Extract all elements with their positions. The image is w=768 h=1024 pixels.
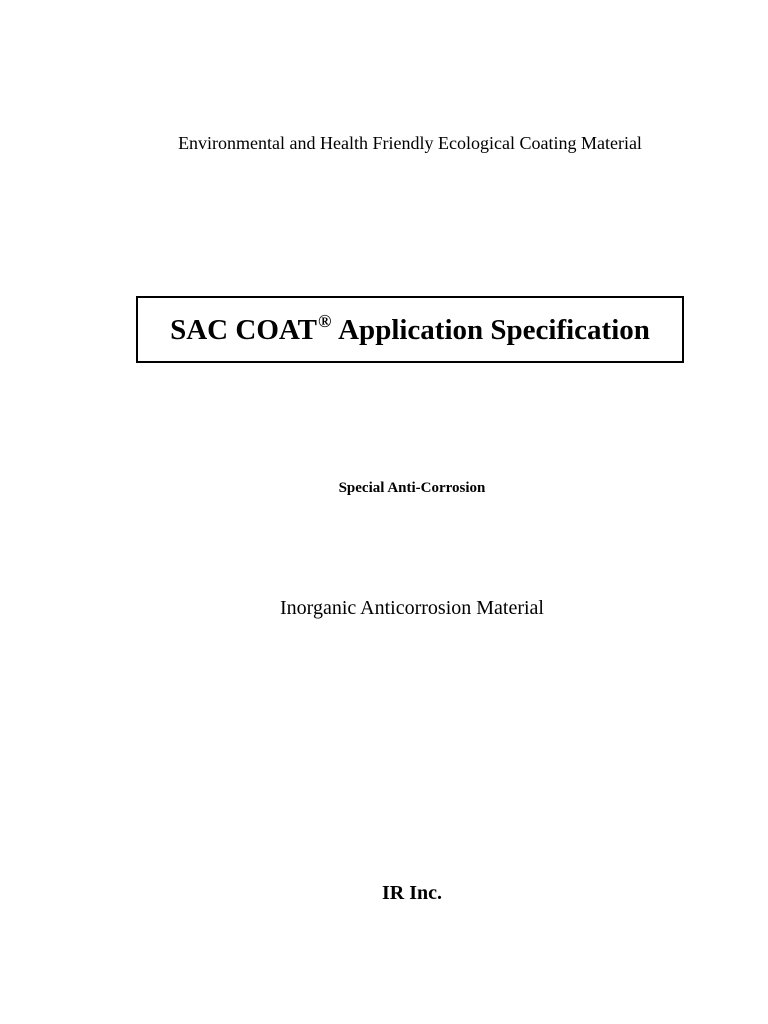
category-heading: Special Anti-Corrosion	[338, 480, 486, 496]
material-heading: Inorganic Anticorrosion Material	[279, 597, 544, 619]
title-box	[136, 296, 684, 363]
title-rest: Application Specification	[332, 313, 650, 346]
document-title	[170, 310, 650, 347]
company-name: IR Inc.	[381, 882, 442, 904]
document-subtitle: Environmental and Health Friendly Ecological Coating Material	[178, 133, 642, 153]
title-product-name: SAC COAT	[170, 313, 318, 346]
registered-mark: ®	[318, 310, 332, 331]
